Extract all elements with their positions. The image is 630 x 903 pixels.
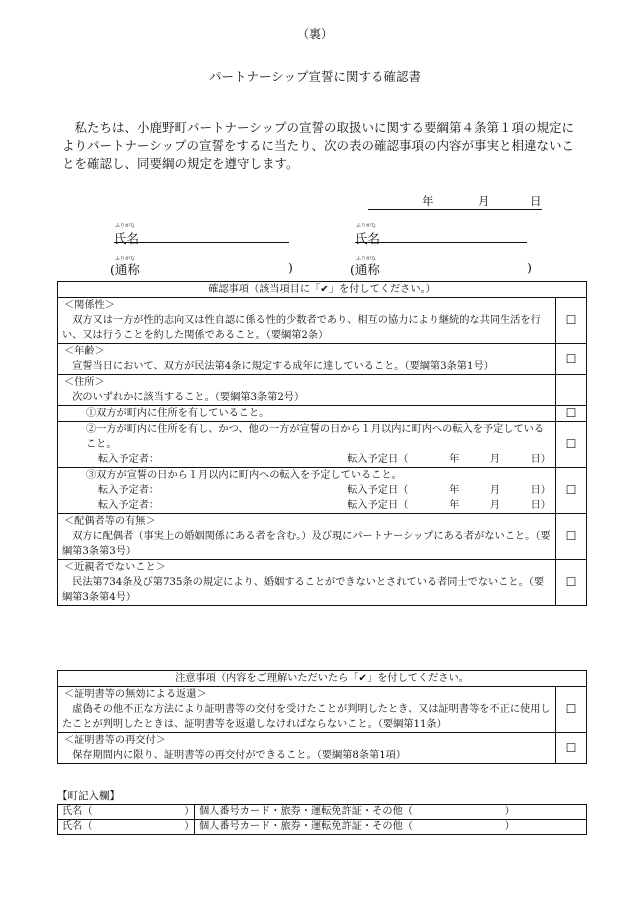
kin-checkbox[interactable]: ☐ [556,560,587,606]
name-field-2[interactable] [355,228,527,246]
year-label: 年 [422,194,434,208]
address-option-3-checkbox[interactable]: ☐ [556,468,587,514]
date-line[interactable] [368,193,542,210]
month-label: 月 [478,194,490,208]
alias-furigana-1: ふりがな [115,256,136,262]
address-text: 次のいずれかに該当すること。（要綱第3条第2号） [72,392,305,403]
notice-header: 注意事項（内容をご理解いただいたら「✔」を付してください。 [58,671,587,687]
name-label-1: 氏名 [114,231,140,246]
reissue-text: 保存期間内に限り、証明書等の再交付ができること。（要綱第8条第1項） [72,750,407,761]
move-date-3a[interactable]: 転入予定日（ 年 月 日） [347,485,551,496]
invalid-checkbox[interactable]: ☐ [556,687,587,733]
reissue-checkbox[interactable]: ☐ [556,733,587,764]
kin-title: ＜近親者でないこと＞ [64,562,166,573]
address-blank [556,375,587,406]
reissue-title: ＜証明書等の再交付＞ [64,735,166,746]
move-date-2[interactable]: 転入予定日（ 年 月 日） [347,454,551,465]
town-name-1[interactable]: 氏名（ ） [58,805,195,820]
address-option-1 [58,406,587,422]
relation-text: 双方又は一方が性的志向又は性自認に係る性的少数者であり、相互の協力により継続的な共同生活を行い、又は行うことを約した関係であること。（要綱第2条） [62,315,541,341]
town-row-2 [58,820,587,835]
spouse-title: ＜配偶者等の有無＞ [64,516,156,527]
town-id-1[interactable]: 個人番号カード・旅券・運転免許証・その他（ ） [195,805,587,820]
reissue-row [58,733,587,764]
age-checkbox[interactable]: ☐ [556,344,587,375]
age-title: ＜年齢＞ [64,346,105,357]
confirm-header: 確認事項（該当項目に「✔」を付してください。） [58,282,587,298]
spouse-row [58,514,587,560]
furigana-2: ふりがな [356,223,377,229]
address-option-2-text: ②一方が町内に住所を有し、かつ、他の一方が宣誓の日から１月以内に町内への転入を予定していること。 [86,424,545,450]
document-title: パートナーシップ宣誓に関する確認書 [208,69,421,84]
intro-paragraph: 私たちは、小鹿野町パートナーシップの宣誓の取扱いに関する要綱第４条第１項の規定によりパートナーシップの宣誓をするに当たり、次の表の確認事項の内容が事実と相違ないことを確認し、同要綱の規定を遵守します。 [62,120,575,171]
invalid-row [58,687,587,733]
address-option-3 [58,468,587,514]
age-text: 宣誓当日において、双方が民法第4条に規定する成年に達していること。（要綱第3条第1号） [72,361,494,372]
alias-close-2: ) [527,260,532,275]
address-option-1-text: ①双方が町内に住所を有していること。 [86,408,270,419]
address-option-1-checkbox[interactable]: ☐ [556,406,587,422]
alias-open-text-1: (通称 [110,262,140,277]
address-option-3-text: ③双方が宣誓の日から１月以内に町内への転入を予定していること。 [86,470,402,481]
alias-open-2[interactable] [350,260,380,278]
alias-open-text-2: (通称 [350,262,380,277]
address-row [58,375,587,406]
age-row [58,344,587,375]
kin-text: 民法第734条及び第735条の規定により、婚姻することができないとされている者同士でないこと。（要綱第3条第4号） [62,577,545,603]
invalid-title: ＜証明書等の無効による返還＞ [64,689,207,700]
day-label: 日 [530,194,542,208]
town-table [57,804,587,835]
kin-row [58,560,587,606]
address-title: ＜住所＞ [64,377,105,388]
furigana-1: ふりがな [115,223,136,229]
relation-row [58,298,587,344]
invalid-text: 虚偽その他不正な方法により証明書等の交付を受けたことが判明したとき、又は証明書等を不正に使用したことが判明したときは、証明書等を返還しなければならないこと。（要綱第11条） [62,704,551,730]
relation-title: ＜関係性＞ [64,300,115,311]
mover-label-2: 転入予定者： [98,454,160,465]
relation-checkbox[interactable]: ☐ [556,298,587,344]
address-option-2 [58,422,587,468]
mover-label-3a: 転入予定者： [98,485,160,496]
town-row-1 [58,805,587,820]
town-id-2[interactable]: 個人番号カード・旅券・運転免許証・その他（ ） [195,820,587,835]
alias-close-1: ) [288,260,293,275]
confirmation-table [57,281,587,606]
town-section-label: 【町記入欄】 [57,790,120,802]
move-date-3b[interactable]: 転入予定日（ 年 月 日） [347,500,551,511]
name-label-2: 氏名 [355,231,381,246]
town-name-2[interactable]: 氏名（ ） [58,820,195,835]
address-option-2-checkbox[interactable]: ☐ [556,422,587,468]
spouse-text: 双方に配偶者（事実上の婚姻関係にある者を含む。）及び現にパートナーシップにある者がないこと。（要綱第3条第3号） [62,531,551,557]
alias-open-1[interactable] [110,260,140,278]
mover-label-3b: 転入予定者： [98,500,160,511]
alias-furigana-2: ふりがな [356,256,377,262]
notice-table [57,670,587,764]
back-side-label: （裏） [296,27,333,41]
spouse-checkbox[interactable]: ☐ [556,514,587,560]
name-field-1[interactable] [114,228,289,246]
